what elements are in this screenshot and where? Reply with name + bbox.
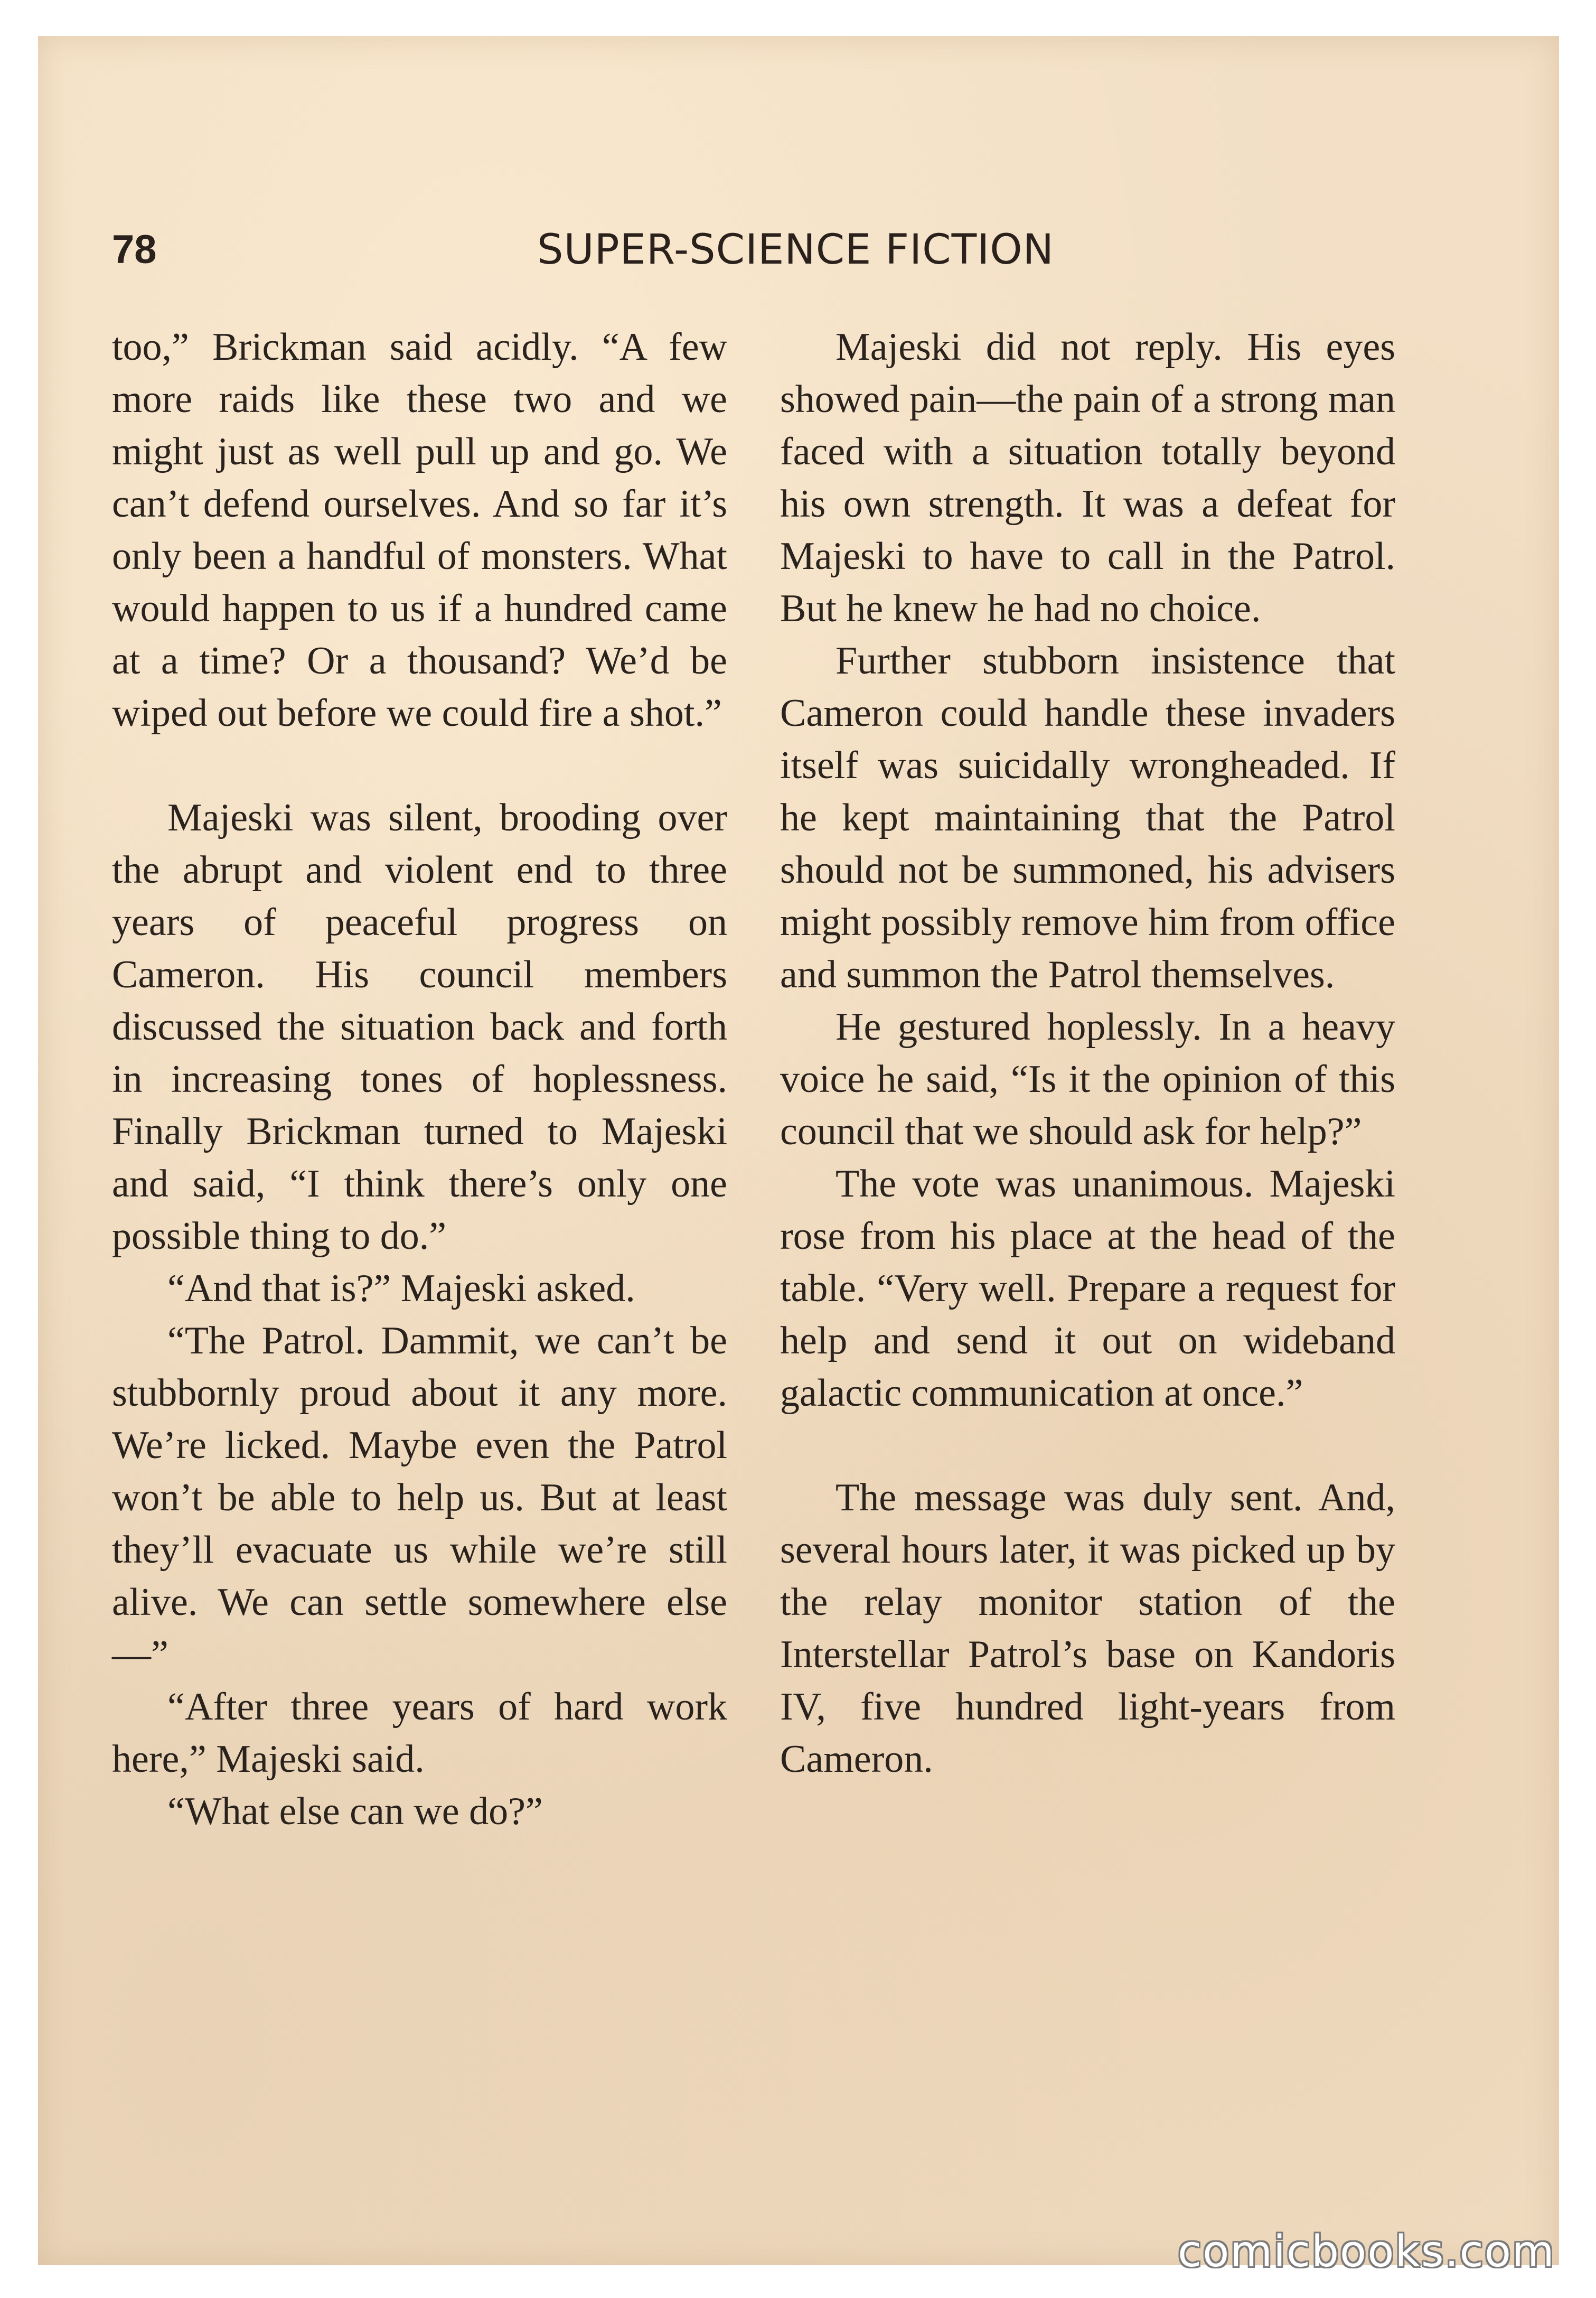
paragraph: Majeski did not reply. His eyes showed pain—the pain of a strong man faced with a situation totally beyond his own strength. It was a defeat for Majeski to have to call in the Patrol. But he knew he had no choice. (780, 325, 1395, 630)
left-column (112, 321, 727, 1838)
right-column (780, 321, 1395, 1786)
page-header (112, 218, 1054, 282)
paragraph: “And that is?” Majeski asked. (167, 1267, 635, 1310)
paragraph: too,” Brickman said acidly. “A few more raids like these two and we might just as well pull up and go. We can’t defend ourselves. And so far it’s only been a handful of monsters. What would happen to us if a hundred came at a time? Or a thousand? We’d be wiped out before we could fire a shot.” (112, 325, 727, 735)
paragraph: “What else can we do?” (167, 1790, 543, 1833)
paragraph: Majeski was silent, brooding over the abrupt and violent end to three years of peaceful progress on Cameron. His council members discussed the situation back and forth in increasing tones of hoplessness. Finally Brickman turned to Majeski and said, “I think there’s only one possible thing to do.” (112, 796, 727, 1258)
watermark: comicbooks.com (1178, 2227, 1555, 2277)
paragraph: “The Patrol. Dammit, we can’t be stubbornly proud about it any more. We’re licked. Maybe even the Patrol won’t be able to help us. But at least they’ll evacuate us while we’re still alive. We can settle somewhere else—” (112, 1319, 727, 1676)
paragraph: Further stubborn insistence that Cameron could handle these invaders itself was suicidally wrongheaded. If he kept maintaining that the Patrol should not be summoned, his advisers might possibly remove him from office and summon the Patrol themselves. (780, 639, 1395, 996)
page-number: 78 (112, 227, 157, 272)
running-title: SUPER-SCIENCE FICTION (537, 226, 1054, 274)
page-sheet (38, 36, 1559, 2265)
paragraph: “After three years of hard work here,” Majeski said. (112, 1685, 727, 1781)
paragraph: He gestured hoplessly. In a heavy voice he said, “Is it the opinion of this council that we should ask for help?” (780, 1005, 1395, 1153)
paragraph: The message was duly sent. And, several hours later, it was picked up by the relay monitor station of the Interstellar Patrol’s base on Kandoris IV, five hundred light-years from Cameron. (780, 1476, 1395, 1781)
paragraph: The vote was unanimous. Majeski rose from his place at the head of the table. “Very well. Prepare a request for help and send it out on wideband galactic communication at once.” (780, 1162, 1395, 1415)
